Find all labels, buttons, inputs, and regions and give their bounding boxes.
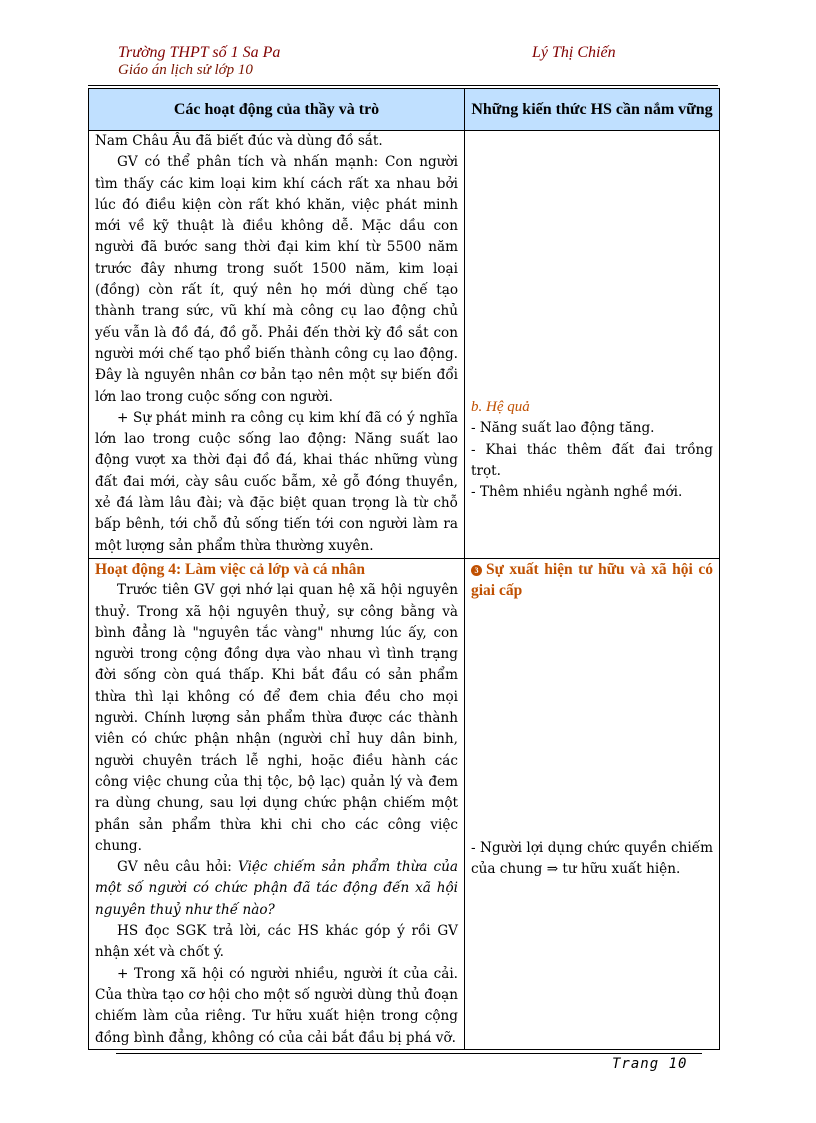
col-activities-header: Các hoạt động của thầy và trò bbox=[89, 89, 465, 131]
activity-title: Hoạt động 4: Làm việc cả lớp và cá nhân bbox=[95, 561, 365, 578]
page-number: Trang 10 bbox=[612, 1056, 688, 1072]
row1-activities-cell bbox=[89, 131, 465, 559]
paragraph: GV có thể phân tích và nhấn mạnh: Con người tìm thấy các kim loại kim khí cách rất xa nhau bởi lúc đó điều kiện còn rất khó khăn, việc phát minh mới về kỹ thuật là điều không dễ. Mặc dầu con người đã bước sang thời đại kim khí từ 5500 năm trước đây nhưng trong suốt 1500 năm, kim loại (đồng) còn rất ít, quý nên họ mới dùng chế tạo thành trang sức, vũ khí mà công cụ lao động chủ yếu vẫn là đồ đá, đồ gỗ. Phải đến thời kỳ đồ sắt con người mới chế tạo phổ biến thành công cụ lao động. Đây là nguyên nhân cơ bản tạo nên một sự biến đổi lớn lao trong cuộc sống con người. bbox=[95, 154, 458, 405]
list-item: - Khai thác thêm đất đai trồng trọt. bbox=[471, 441, 713, 479]
table-row bbox=[89, 131, 720, 559]
paragraph: Nam Châu Âu đã biết đúc và dùng đồ sắt. bbox=[95, 133, 383, 149]
subject-title: Giáo án lịch sử lớp 10 bbox=[118, 62, 253, 78]
consequence-heading: b. Hệ quả bbox=[471, 399, 530, 415]
row1-knowledge-cell bbox=[465, 131, 720, 559]
section-title: Sự xuất hiện tư hữu và xã hội có giai cấp bbox=[471, 561, 713, 600]
paragraph: + Sự phát minh ra công cụ kim khí đã có ý nghĩa lớn lao trong cuộc sống lao động: Năng suất lao động vượt xa thời đại đồ đá, khai thác những vùng đất đai mới, cày sâu cuốc bẫm, xẻ gỗ đóng thuyền, xẻ đá làm lâu đài; và đặc biệt quan trọng là từ chỗ bấp bênh, tới chỗ đủ sống tiến tới con người làm ra một lượng sản phẩm thừa thường xuyên. bbox=[95, 409, 458, 554]
lesson-table bbox=[88, 88, 720, 1050]
table-header-row bbox=[89, 89, 720, 131]
section-heading bbox=[471, 559, 713, 602]
paragraph: + Trong xã hội có người nhiều, người ít của cải. Của thừa tạo cơ hội cho một số người dùng thủ đoạn chiếm làm của riêng. Tư hữu xuất hiện trong cộng đồng bình đẳng, không có của cải bắt đầu bị phá vỡ. bbox=[95, 965, 458, 1046]
paragraph: HS đọc SGK trả lời, các HS khác góp ý rồi GV nhận xét và chốt ý. bbox=[95, 923, 458, 961]
footer-divider bbox=[116, 1053, 702, 1054]
table-row bbox=[89, 559, 720, 1050]
row2-activities-cell bbox=[89, 559, 465, 1050]
question-text: Việc chiếm sản phẩm thừa của một số người có chức phận đã tác động đến xã hội nguyên thuỷ như thế nào? bbox=[95, 859, 458, 918]
author-name: Lý Thị Chiến bbox=[532, 44, 616, 61]
paragraph: Trước tiên GV gợi nhớ lại quan hệ xã hội nguyên thuỷ. Trong xã hội nguyên thuỷ, sự công bằng và bình đẳng là "nguyên tắc vàng" nhưng lúc ấy, con người trong cộng đồng dựa vào nhau vì tình trạng đời sống còn quá thấp. Khi bắt đầu có sản phẩm thừa thì lại không có để đem chia đều cho mọi người. Chính lượng sản phẩm thừa được các thành viên có chức phận nhận (người chỉ huy dân binh, người chuyên trách lễ nghi, hoặc điều hành các công việc chung của thị tộc, bộ lạc) quản lý và đem ra dùng chung, sau lợi dụng chức phận chiếm một phần sản phẩm thừa khi chi cho các công việc chung. bbox=[95, 582, 458, 854]
row2-knowledge-cell bbox=[465, 559, 720, 1050]
list-item: - Năng suất lao động tăng. bbox=[471, 420, 655, 437]
question-paragraph bbox=[95, 857, 458, 921]
list-item: - Người lợi dụng chức quyền chiếm của chung ⇒ tư hữu xuất hiện. bbox=[471, 839, 713, 877]
list-item: - Thêm nhiều ngành nghề mới. bbox=[471, 484, 683, 501]
section-number-badge: 3 bbox=[471, 565, 482, 576]
header-divider bbox=[88, 85, 718, 86]
school-name: Trường THPT số 1 Sa Pa bbox=[118, 44, 281, 61]
col-knowledge-header: Những kiến thức HS cần nắm vững bbox=[465, 89, 720, 131]
question-prefix: GV nêu câu hỏi: bbox=[117, 859, 238, 876]
